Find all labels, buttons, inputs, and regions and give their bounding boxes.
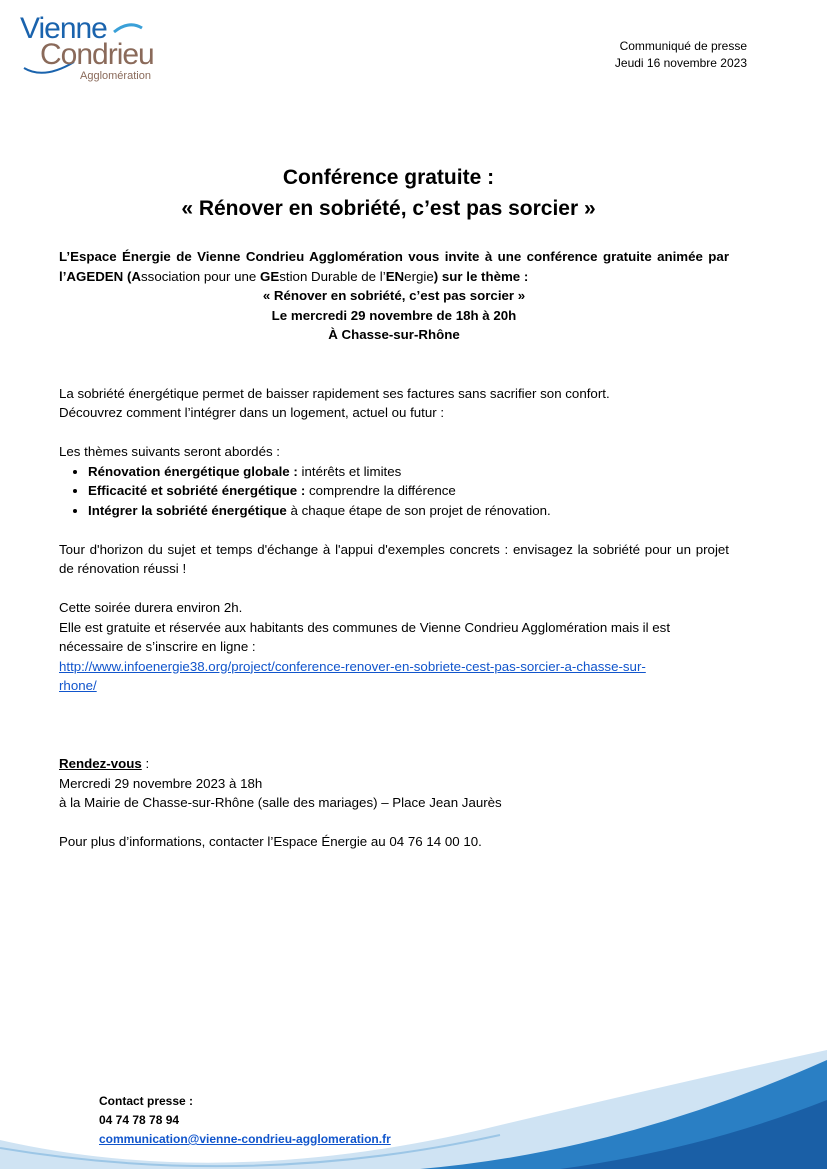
logo-text-vienne: Vienne [20,12,107,45]
bullet-rest: intérêts et limites [297,463,402,479]
contact-label: Contact presse : [99,1094,194,1108]
title-line2: « Rénover en sobriété, c’est pas sorcier » [181,197,596,220]
bullet-rest: à chaque étape de son projet de rénovation. [286,502,551,518]
list-item [88,501,729,521]
intro-when: Le mercredi 29 novembre de 18h à 20h [271,307,517,323]
bullet-bold: Intégrer la sobriété énergétique [88,502,287,518]
body-p3-line2: Elle est gratuite et réservée aux habitants des communes de Vienne Condrieu Agglomération mais il est nécessaire de s’inscrire en ligne : [59,619,671,654]
logo-text-condrieu: Condrieu [40,38,154,71]
link-line1: http://www.infoenergie38.org/project/conference-renover-en-sobriete-cest-pas-sorcier-a-chasse-sur- [59,658,646,674]
logo-text-agglomeration: Agglomération [80,70,151,82]
rdv-label: Rendez-vous [59,756,142,771]
bullet-bold: Rénovation énergétique globale : [88,463,298,479]
intro-paragraph [59,247,729,286]
intro-en: EN [385,268,405,284]
page-title [0,162,777,224]
intro-a: A [131,268,142,284]
press-header [615,38,747,72]
press-contact [99,1092,391,1149]
rdv-date: Mercredi 29 novembre 2023 à 18h [59,775,263,791]
logo [14,10,164,90]
intro-text-1: L’Espace Énergie de Vienne Condrieu Agglomération vous invite à une conférence gratuite animée par l’AGEDEN ( [59,249,729,284]
body-p1-line2: Découvrez comment l’intégrer dans un logement, actuel ou futur : [59,405,445,420]
rdv-heading [59,754,729,774]
contact-phone: 04 74 78 78 94 [99,1113,180,1127]
body-p1-line1: La sobriété énergétique permet de baisser rapidement ses factures sans sacrifier son confort. [59,385,610,401]
themes-intro: Les thèmes suivants seront abordés : [59,444,280,459]
doc-date: Jeudi 16 novembre 2023 [614,56,747,70]
title-line1: Conférence gratuite : [282,166,495,189]
rdv-place: à la Mairie de Chasse-sur-Rhône (salle des mariages) – Place Jean Jaurès [59,795,502,810]
intro-ssociation: ssociation pour une [141,268,261,284]
rdv-colon: : [141,756,150,771]
rdv-info: Pour plus d’informations, contacter l’Espace Énergie au 04 76 14 00 10. [59,834,482,849]
intro-theme: « Rénover en sobriété, c’est pas sorcier » [262,288,526,303]
themes-list [59,462,729,521]
intro-text-2: ) sur le thème : [433,268,529,284]
intro-ge: GE [260,268,280,284]
bullet-rest: comprendre la différence [305,483,456,498]
body-p2: Tour d'horizon du sujet et temps d'échange à l'appui d'exemples concrets : envisagez la sobriété pour un projet de rénovation réussi ! [59,541,729,576]
intro-ergie: ergie [404,268,434,284]
intro-stion: stion Durable de l’ [279,268,386,284]
registration-link[interactable] [59,659,646,694]
registration-link-block [59,657,729,696]
doc-type: Communiqué de presse [619,39,747,53]
intro-where: À Chasse-sur-Rhône [328,327,460,342]
main-content [59,247,729,852]
list-item [88,462,729,482]
link-line2: rhone/ [59,678,97,693]
list-item [88,481,729,501]
bullet-bold: Efficacité et sobriété énergétique : [88,483,306,498]
contact-email-link[interactable]: communication@vienne-condrieu-agglomeration.fr [99,1132,391,1146]
body-p3-line1: Cette soirée durera environ 2h. [59,600,243,615]
